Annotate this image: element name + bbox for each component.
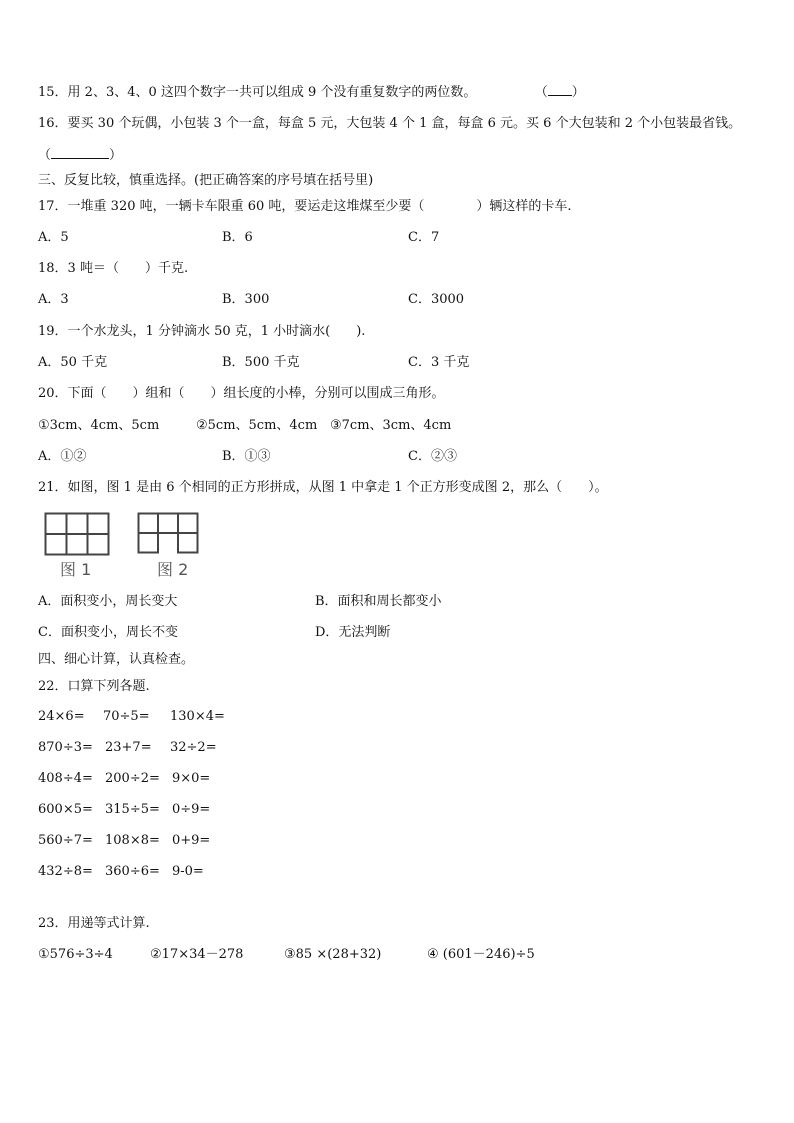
q21-option-b[interactable]: B．面积和周长都变小 bbox=[315, 594, 442, 609]
calc-item: 408÷4= bbox=[38, 771, 93, 786]
q23-item-4: ④ (601－246)÷5 bbox=[427, 947, 535, 962]
q17-option-b[interactable]: B．6 bbox=[222, 230, 253, 245]
q19-option-c[interactable]: C．3 千克 bbox=[408, 355, 470, 370]
figure-2-grid bbox=[137, 512, 199, 554]
calc-item: 315÷5= bbox=[105, 802, 160, 817]
question-23-text: 23．用递等式计算. bbox=[38, 916, 150, 931]
q17-option-a[interactable]: A．5 bbox=[38, 230, 69, 245]
q20-option-c[interactable]: C．②③ bbox=[408, 449, 457, 464]
calc-item: 9-0= bbox=[172, 864, 204, 879]
section-3-heading: 三、反复比较，慎重选择。(把正确答案的序号填在括号里) bbox=[38, 173, 374, 188]
calc-item: 70÷5= bbox=[103, 709, 150, 724]
question-15-text: 15．用 2、3、4、0 这四个数字一共可以组成 9 个没有重复数字的两位数。 bbox=[38, 85, 477, 100]
figure-2-caption: 图 2 bbox=[157, 560, 189, 579]
calc-item: 360÷6= bbox=[105, 864, 160, 879]
q20-group-1: ①3cm、4cm、5cm bbox=[38, 418, 160, 433]
q23-item-2: ②17×34－278 bbox=[150, 947, 244, 962]
calc-item: 130×4= bbox=[170, 709, 225, 724]
question-20-text: 20．下面（ ）组和（ ）组长度的小棒，分别可以围成三角形。 bbox=[38, 386, 445, 401]
q15-paren-right: ） bbox=[571, 85, 585, 100]
question-15 bbox=[38, 82, 585, 102]
q16-answer-blank[interactable] bbox=[51, 145, 109, 159]
calc-item: 32÷2= bbox=[170, 740, 217, 755]
calc-item: 560÷7= bbox=[38, 833, 93, 848]
q21-option-d[interactable]: D．无法判断 bbox=[315, 625, 391, 640]
question-21-text: 21．如图，图 1 是由 6 个相同的正方形拼成，从图 1 中拿走 1 个正方形变成图 2，那么（ ）。 bbox=[38, 480, 608, 495]
question-18-text: 18．3 吨＝（ ）千克. bbox=[38, 261, 189, 276]
q16-paren-left: （ bbox=[38, 148, 52, 163]
question-17-text: 17．一堆重 320 吨，一辆卡车限重 60 吨，要运走这堆煤至少要（ ）辆这样的卡车. bbox=[38, 199, 572, 214]
q20-option-b[interactable]: B．①③ bbox=[222, 449, 271, 464]
figure-1-grid bbox=[44, 512, 110, 556]
question-19-text: 19．一个水龙头，1 分钟滴水 50 克，1 小时滴水( ). bbox=[38, 324, 366, 339]
q19-option-b[interactable]: B．500 千克 bbox=[222, 355, 300, 370]
q19-option-a[interactable]: A．50 千克 bbox=[38, 355, 108, 370]
calc-item: 9×0= bbox=[172, 771, 211, 786]
question-16-answer bbox=[38, 145, 122, 165]
q18-option-b[interactable]: B．300 bbox=[222, 292, 270, 307]
figure-1-caption: 图 1 bbox=[60, 560, 92, 579]
q18-option-c[interactable]: C．3000 bbox=[408, 292, 465, 307]
calc-item: 108×8= bbox=[105, 833, 160, 848]
q15-paren-left: （ bbox=[534, 85, 548, 100]
q15-answer-blank[interactable] bbox=[548, 82, 572, 96]
calc-item: 600×5= bbox=[38, 802, 93, 817]
calc-item: 0+9= bbox=[172, 833, 211, 848]
section-4-heading: 四、细心计算，认真检查。 bbox=[38, 652, 195, 667]
q21-option-c[interactable]: C．面积变小，周长不变 bbox=[38, 625, 178, 640]
question-16-text: 16．要买 30 个玩偶，小包装 3 个一盒，每盒 5 元，大包装 4 个 1 盒，每盒 6 元。买 6 个大包装和 2 个小包装最省钱。 bbox=[38, 116, 742, 131]
calc-item: 870÷3= bbox=[38, 740, 93, 755]
q21-option-a[interactable]: A．面积变小，周长变大 bbox=[38, 594, 178, 609]
q18-option-a[interactable]: A．3 bbox=[38, 292, 69, 307]
q20-option-a[interactable]: A．①② bbox=[38, 449, 87, 464]
calc-item: 200÷2= bbox=[105, 771, 160, 786]
calc-item: 0÷9= bbox=[172, 802, 211, 817]
q17-option-c[interactable]: C．7 bbox=[408, 230, 440, 245]
question-22-text: 22．口算下列各题. bbox=[38, 679, 150, 694]
question-16 bbox=[38, 115, 741, 133]
q23-item-1: ①576÷3÷4 bbox=[38, 947, 113, 962]
q16-paren-right: ） bbox=[109, 148, 123, 163]
calc-item: 432÷8= bbox=[38, 864, 93, 879]
calc-item: 24×6= bbox=[38, 709, 85, 724]
q23-item-3: ③85 ×(28+32) bbox=[284, 947, 382, 962]
q20-group-3: ③7cm、3cm、4cm bbox=[330, 418, 452, 433]
calc-item: 23+7= bbox=[105, 740, 152, 755]
q20-group-2: ②5cm、5cm、4cm bbox=[196, 418, 318, 433]
